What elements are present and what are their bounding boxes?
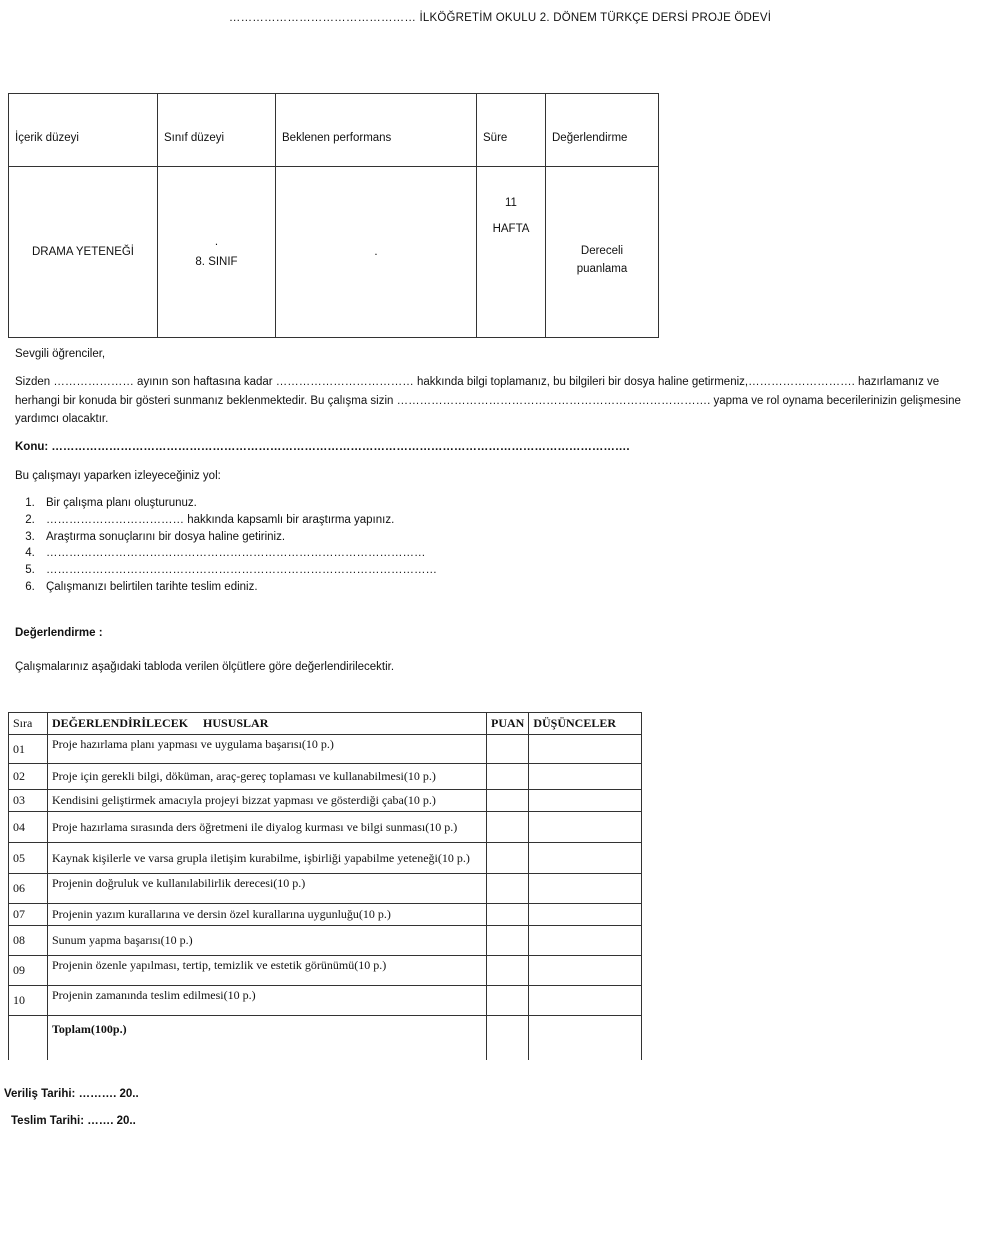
performance-value: . — [374, 246, 378, 258]
score-cell[interactable] — [487, 926, 529, 956]
steps-list — [15, 495, 437, 596]
header-expected-performance: Beklenen performans — [276, 94, 477, 167]
topic-line: Konu: ……………………………………………………………………………………………………………………………………. — [15, 441, 630, 453]
row-number: 09 — [9, 956, 48, 986]
list-item: 1. Bir çalışma planı oluşturunuz. — [38, 495, 437, 512]
score-cell[interactable] — [487, 812, 529, 843]
list-item: 5. ………………………………………………………………………………………… — [38, 562, 437, 579]
table-row — [9, 764, 642, 790]
score-cell[interactable] — [487, 735, 529, 764]
row-number: 07 — [9, 904, 48, 926]
row-number: 05 — [9, 843, 48, 874]
cell-duration — [477, 167, 546, 338]
list-item: 4. ……………………………………………………………………………………… — [38, 545, 437, 562]
comment-cell[interactable] — [529, 926, 642, 956]
content-value: DRAMA YETENEĞİ — [31, 246, 135, 258]
cell-content — [9, 167, 158, 338]
header-score: PUAN — [487, 713, 529, 735]
header-content-level: İçerik düzeyi — [9, 94, 158, 167]
list-item: 3. Araştırma sonuçlarını bir dosya haline getiriniz. — [38, 529, 437, 546]
letter-line-3: yardımcı olacaktır. — [15, 413, 109, 425]
row-criterion: Kaynak kişilerle ve varsa grupla iletişim kurabilme, işbirliği yapabilme yeteneği(10 p.) — [48, 843, 487, 874]
score-cell[interactable] — [487, 986, 529, 1016]
row-criterion: Projenin doğruluk ve kullanılabilirlik derecesi(10 p.) — [48, 874, 487, 904]
cell-evaluation — [546, 167, 659, 338]
table-row — [9, 843, 642, 874]
table-row — [9, 926, 642, 956]
row-number: 04 — [9, 812, 48, 843]
score-cell[interactable] — [487, 956, 529, 986]
row-criterion: Kendisini geliştirmek amacıyla projeyi bizzat yapması ve gösterdiği çaba(10 p.) — [48, 790, 487, 812]
evaluation-intro: Çalışmalarınız aşağıdaki tabloda verilen ölçütlere göre değerlendirilecektir. — [15, 661, 395, 673]
cell-performance — [276, 167, 477, 338]
total-label: Toplam(100p.) — [48, 1016, 487, 1060]
given-date: Veriliş Tarihi: ………. 20.. — [4, 1088, 139, 1100]
header-grade-level: Sınıf düzeyi — [158, 94, 276, 167]
comment-cell[interactable] — [529, 764, 642, 790]
due-date: Teslim Tarihi: ……. 20.. — [11, 1115, 136, 1127]
letter-line-2: herhangi bir konuda bir gösteri sunmanız beklenmektedir. Bu çalışma sizin ………………………………………………………………………. yapma ve rol oynama becerilerinizin gelişmesine — [15, 395, 961, 407]
comment-cell[interactable] — [529, 904, 642, 926]
row-number: 06 — [9, 874, 48, 904]
score-cell[interactable] — [487, 790, 529, 812]
row-number: 10 — [9, 986, 48, 1016]
row-criterion: Projenin yazım kurallarına ve dersin özel kurallarına uygunluğu(10 p.) — [48, 904, 487, 926]
header-comments: DÜŞÜNCELER — [529, 713, 642, 735]
row-criterion: Proje hazırlama planı yapması ve uygulama başarısı(10 p.) — [48, 735, 487, 764]
comment-cell[interactable] — [529, 874, 642, 904]
table-row — [9, 956, 642, 986]
path-intro: Bu çalışmayı yaparken izleyeceğiniz yol: — [15, 470, 221, 482]
project-info-table — [8, 93, 659, 338]
score-cell[interactable] — [487, 904, 529, 926]
row-number: 08 — [9, 926, 48, 956]
evaluation-table — [8, 712, 642, 1060]
table-row — [9, 812, 642, 843]
total-row — [9, 1016, 642, 1060]
header-duration: Süre — [477, 94, 546, 167]
header-criteria: DEĞERLENDİRİLECEK HUSUSLAR — [48, 713, 487, 735]
header-order: Sıra — [9, 713, 48, 735]
comment-cell[interactable] — [529, 790, 642, 812]
row-number: 03 — [9, 790, 48, 812]
table-row — [9, 986, 642, 1016]
document-title: ………………………………………… İLKÖĞRETİM OKULU 2. DÖNEM TÜRKÇE DERSİ PROJE ÖDEVİ — [228, 12, 772, 24]
row-number: 01 — [9, 735, 48, 764]
duration-number: 11 — [505, 197, 517, 209]
total-score-cell[interactable] — [487, 1016, 529, 1060]
cell-grade — [158, 167, 276, 338]
row-criterion: Sunum yapma başarısı(10 p.) — [48, 926, 487, 956]
comment-cell[interactable] — [529, 956, 642, 986]
greeting: Sevgili öğrenciler, — [15, 348, 106, 360]
comment-cell[interactable] — [529, 812, 642, 843]
comment-cell[interactable] — [529, 843, 642, 874]
row-criterion: Projenin zamanında teslim edilmesi(10 p.) — [48, 986, 487, 1016]
comment-cell[interactable] — [529, 986, 642, 1016]
duration-unit: HAFTA — [492, 223, 530, 235]
score-cell[interactable] — [487, 764, 529, 790]
table-row — [9, 790, 642, 812]
score-cell[interactable] — [487, 874, 529, 904]
table-row — [9, 874, 642, 904]
evaluation-heading: Değerlendirme : — [15, 627, 103, 639]
total-comment-cell[interactable] — [529, 1016, 642, 1060]
table-row — [9, 904, 642, 926]
total-number-cell — [9, 1016, 48, 1060]
row-criterion: Proje hazırlama sırasında ders öğretmeni ile diyalog kurması ve bilgi sunması(10 p.) — [48, 812, 487, 843]
evaluation-line2: puanlama — [576, 263, 628, 275]
list-item: 6. Çalışmanızı belirtilen tarihte teslim ediniz. — [38, 579, 437, 596]
row-criterion: Proje için gerekli bilgi, döküman, araç-gereç toplaması ve kullanabilmesi(10 p.) — [48, 764, 487, 790]
row-criterion: Projenin özenle yapılması, tertip, temizlik ve estetik görünümü(10 p.) — [48, 956, 487, 986]
row-number: 02 — [9, 764, 48, 790]
grade-value: 8. SINIF — [195, 256, 238, 268]
score-cell[interactable] — [487, 843, 529, 874]
evaluation-line1: Dereceli — [580, 245, 624, 257]
header-evaluation: Değerlendirme — [546, 94, 659, 167]
list-item: 2. ……………………………… hakkında kapsamlı bir araştırma yapınız. — [38, 512, 437, 529]
letter-line-1: Sizden ………………… ayının son haftasına kadar ……………………………… hakkında bilgi toplamanız, bu bilgileri bir dosya haline getirmeniz,………………………. hazırlamanız ve — [15, 376, 940, 388]
grade-dot: . — [214, 236, 219, 248]
table-row — [9, 735, 642, 764]
comment-cell[interactable] — [529, 735, 642, 764]
